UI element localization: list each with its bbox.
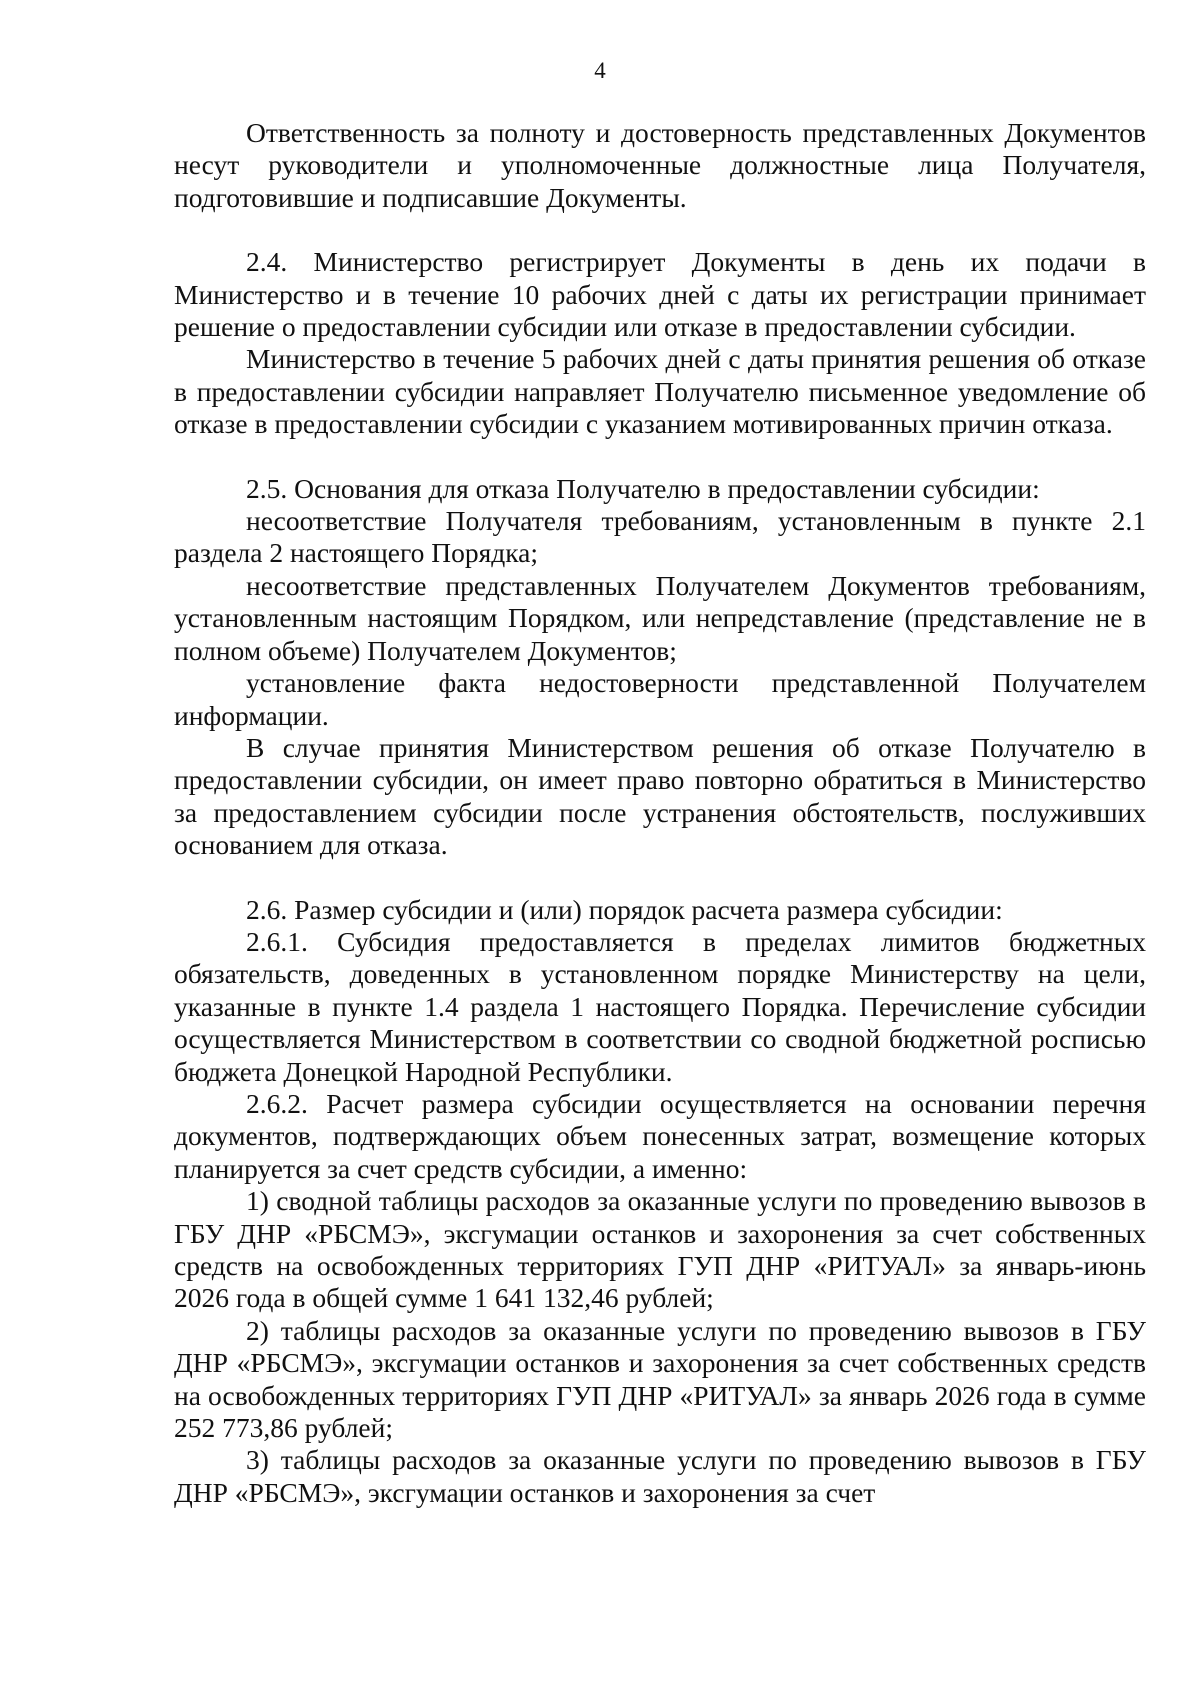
paragraph-gap (174, 441, 1146, 473)
paragraph-responsibility: Ответственность за полноту и достоверность представленных Документов несут руководители и уполномоченные должностные лица Получателя, подготовившие и подписавшие Документы. (174, 117, 1146, 213)
list-item-2: 2) таблицы расходов за оказанные услуги по проведению вывозов в ГБУ ДНР «РБСМЭ», эксгумации останков и захоронения за счет собственных средств на освобожденных территориях ГУП ДНР «РИТУАЛ» за январь 2026 года в сумме 252 773,86 рублей; (174, 1314, 1146, 1444)
paragraph-2-6: 2.6. Размер субсидии и (или) порядок расчета размера субсидии: (246, 893, 1003, 925)
paragraph-refusal-ground-3: установление факта недостоверности представленной Получателем информации. (174, 667, 1146, 731)
paragraph-refusal-ground-2: несоответствие представленных Получателем Документов требованиям, установленным настоящим Порядком, или непредставление (представление не в полном объеме) Получателем Документов; (174, 569, 1146, 666)
page-number: 4 (594, 58, 606, 83)
list-item-3: 3) таблицы расходов за оказанные услуги по проведению вывозов в ГБУ ДНР «РБСМЭ», эксгумации останков и захоронения за счет (174, 1444, 1146, 1508)
paragraph-2-6-1: 2.6.1. Субсидия предоставляется в пределах лимитов бюджетных обязательств, доведенных в установленном порядке Министерству на цели, указанные в пункте 1.4 раздела 1 настоящего Порядка. Перечисление субсидии осуществляется Министерством в соответствии со сводной бюджетной росписью бюджета Донецкой Народной Республики. (174, 925, 1146, 1087)
paragraph-reapply: В случае принятия Министерством решения об отказе Получателю в предоставлении субсидии, он имеет право повторно обратиться в Министерство за предоставлением субсидии после устранения обстоятельств, послуживших основанием для отказа. (174, 731, 1146, 861)
paragraph-refusal-notice: Министерство в течение 5 рабочих дней с даты принятия решения об отказе в предоставлении субсидии направляет Получателю письменное уведомление об отказе в предоставлении субсидии с указанием мотивированных причин отказа. (174, 343, 1146, 440)
paragraph-gap (174, 214, 1146, 246)
paragraph-2-6-2: 2.6.2. Расчет размера субсидии осуществляется на основании перечня документов, подтверждающих объем понесенных затрат, возмещение которых планируется за счет средств субсидии, а именно: (174, 1087, 1146, 1184)
document-body (174, 117, 1146, 1509)
paragraph-2-4: 2.4. Министерство регистрирует Документы в день их подачи в Министерство и в течение 10 рабочих дней с даты их регистрации принимает решение о предоставлении субсидии или отказе в предоставлении субсидии. (174, 246, 1146, 343)
paragraph-gap (174, 862, 1146, 894)
paragraph-refusal-ground-1: несоответствие Получателя требованиям, установленным в пункте 2.1 раздела 2 настоящего Порядка; (174, 505, 1146, 569)
paragraph-2-5: 2.5. Основания для отказа Получателю в предоставлении субсидии: (246, 472, 1040, 504)
list-item-1: 1) сводной таблицы расходов за оказанные услуги по проведению вывозов в ГБУ ДНР «РБСМЭ», эксгумации останков и захоронения за счет собственных средств на освобожденных территориях ГУП ДНР «РИТУАЛ» за январь-июнь 2026 года в общей сумме 1 641 132,46 рублей; (174, 1185, 1146, 1314)
